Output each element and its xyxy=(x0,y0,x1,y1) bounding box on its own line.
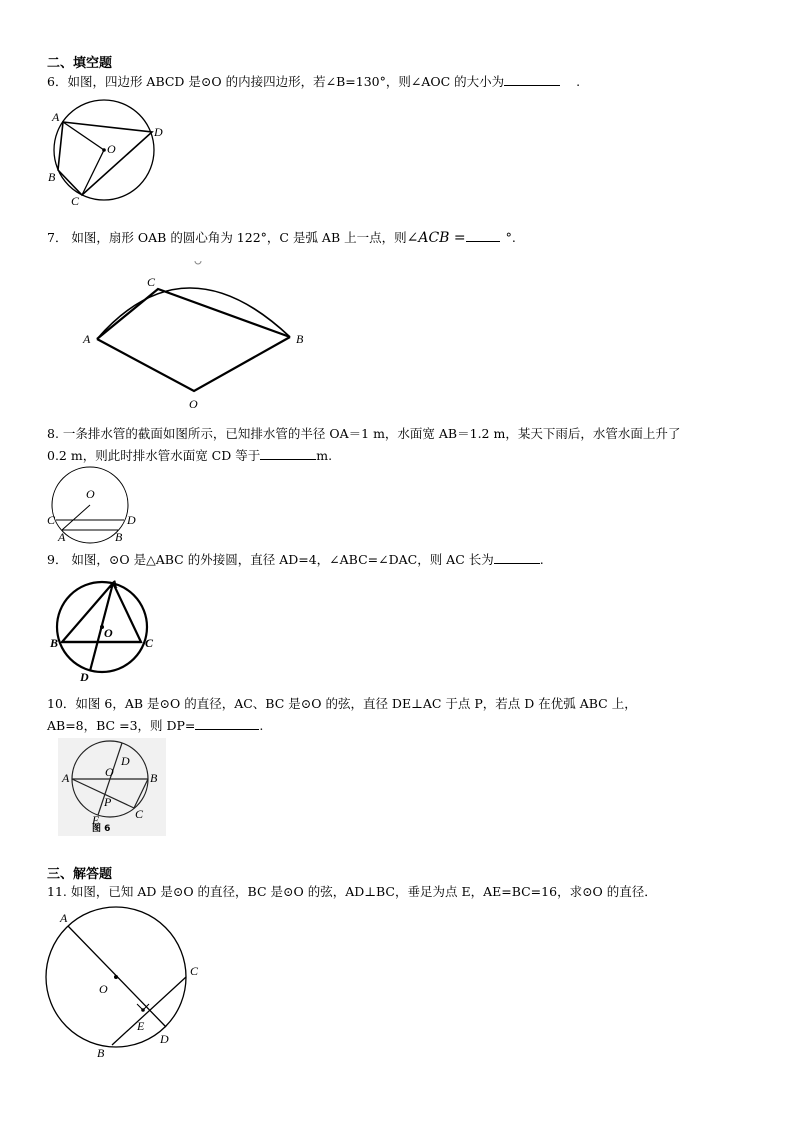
q9-label-b: B xyxy=(50,636,59,650)
q7-label-o: O xyxy=(189,397,198,411)
question-8-tail: m. xyxy=(316,448,333,463)
q11-center-dot xyxy=(114,975,118,979)
q10-label-b: B xyxy=(150,771,158,785)
q10-label-o: O xyxy=(105,765,114,779)
q11-label-e: E xyxy=(137,1019,145,1033)
q8-label-a: A xyxy=(58,530,66,544)
q11-chord-bc xyxy=(112,977,186,1045)
q7-label-c: C xyxy=(147,275,156,289)
q6-label-d: D xyxy=(154,125,163,139)
q9-label-a: A xyxy=(110,577,119,591)
figure-caption-6: 图 6 xyxy=(92,824,111,834)
question-10-stem: AB=8，BC =3，则 DP= xyxy=(47,718,196,733)
q8-label-o: O xyxy=(86,487,95,501)
q10-label-d: D xyxy=(121,754,130,768)
q11-label-c: C xyxy=(190,964,199,978)
q11-label-d: D xyxy=(160,1032,169,1046)
question-8-line-1: 8. 一条排水管的截面如图所示，已知排水管的半径 OA＝1 m，水面宽 AB＝1.2 m，某天下雨后，水管水面上升了 xyxy=(47,426,681,441)
question-11-text: 11. 如图，已知 AD 是⊙O 的直径，BC 是⊙O 的弦，AD⊥BC，垂足为点 E，AE=BC=16，求⊙O 的直径． xyxy=(47,884,657,899)
q10-label-c: C xyxy=(135,807,144,821)
section-heading-answer: 三、解答题 xyxy=(47,867,113,882)
q6-label-o: O xyxy=(107,142,116,156)
q8-label-b: B xyxy=(115,530,123,544)
section-heading-fill-blank: 二、填空题 xyxy=(47,56,113,71)
q10-label-p: P xyxy=(104,795,112,809)
question-10-tail: . xyxy=(259,718,264,733)
question-7-stem: 7． 如图，扇形 OAB 的圆心角为 122°，C 是弧 AB 上一点，则 xyxy=(47,230,407,245)
question-9-tail: . xyxy=(539,552,544,567)
q7-label-b: B xyxy=(296,332,304,346)
question-6-stem: 6．如图，四边形 ABCD 是⊙O 的内接四边形，若∠B=130°，则∠AOC 的大小为 xyxy=(47,74,505,89)
q8-label-c: C xyxy=(47,513,56,527)
q6-label-b: B xyxy=(48,170,56,184)
q8-label-d: D xyxy=(127,513,136,527)
q9-label-d: D xyxy=(80,670,89,684)
q11-label-o: O xyxy=(99,982,108,996)
q7-label-a: A xyxy=(83,332,91,346)
q11-label-a: A xyxy=(60,911,68,925)
question-7-tail: °. xyxy=(505,230,516,245)
q10-label-a: A xyxy=(62,771,70,785)
q6-label-c: C xyxy=(71,194,80,208)
q11-foot-dot xyxy=(141,1008,145,1012)
question-9-stem: 9． 如图，⊙O 是△ABC 的外接圆，直径 AD=4，∠ABC=∠DAC，则 AC 长为 xyxy=(47,552,494,567)
q10-label-e: E xyxy=(92,813,100,827)
q9-label-o: O xyxy=(104,626,113,640)
question-8-stem: 0.2 m，则此时排水管水面宽 CD 等于 xyxy=(47,448,261,463)
question-7-expression: ∠ACB = xyxy=(406,230,466,246)
q9-label-c: C xyxy=(145,636,154,650)
q11-label-b: B xyxy=(97,1046,105,1060)
question-10-line-1: 10．如图 6，AB 是⊙O 的直径，AC、BC 是⊙O 的弦，直径 DE⊥AC 于点 P，若点 D 在优弧 ABC 上， xyxy=(47,696,637,711)
q6-label-a: A xyxy=(52,110,60,124)
question-6-tail: . xyxy=(576,74,581,89)
